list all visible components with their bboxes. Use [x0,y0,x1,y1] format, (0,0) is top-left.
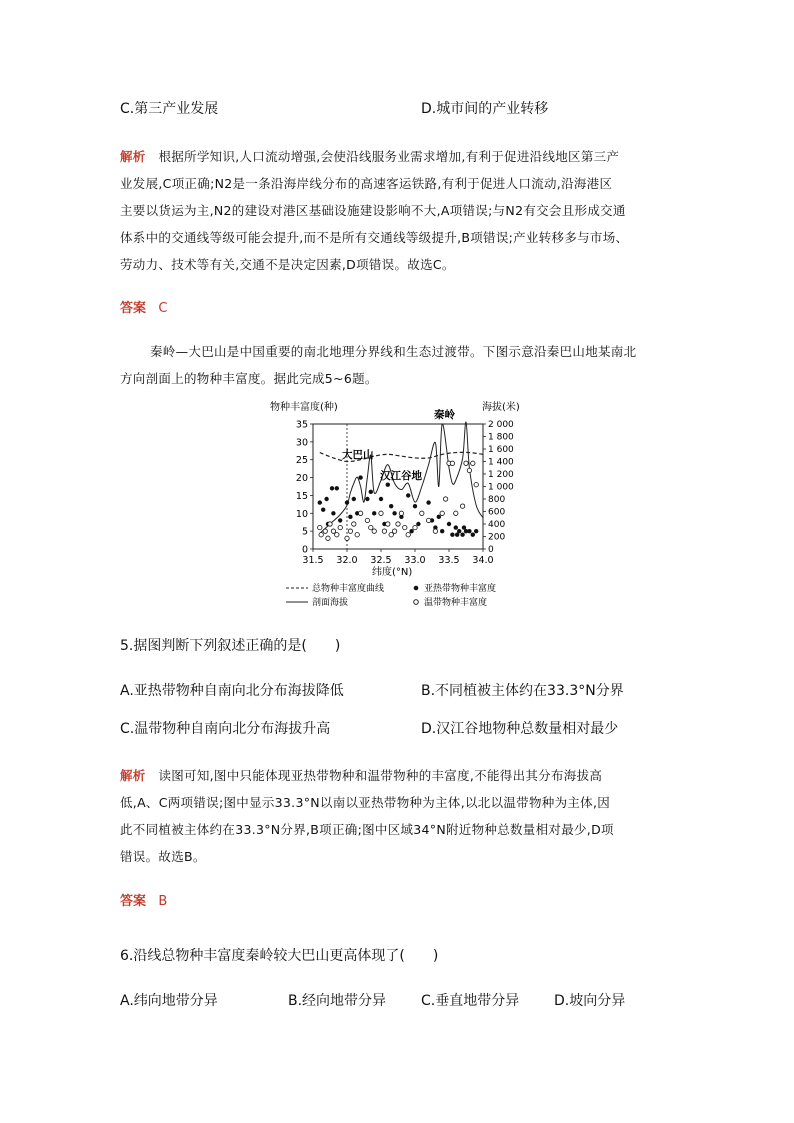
legend-temperate: 温带物种丰富度 [424,598,488,608]
explain-line: 错误。故选B。 [120,849,206,864]
subtropical-point [447,522,451,526]
q5-answer [120,890,167,909]
q5-explanation [120,762,680,870]
y-axis [296,420,313,556]
y2-tick-label: 1 400 [488,457,514,468]
y-tick-label: 5 [301,526,308,538]
temperate-point [413,525,417,529]
y2-axis [483,420,514,555]
subtropical-point [321,508,325,512]
q5-option-b: B.不同植被主体约在33.3°N分界 [421,683,624,699]
explain-line: 劳动力、技术等有关,交通不是决定因素,D项错误。故选C。 [120,257,455,272]
subtropical-point [460,533,464,537]
temperate-point [403,525,407,529]
temperate-point [318,525,322,529]
temperate-point [331,529,335,533]
temperate-point [365,518,369,522]
y2-tick-label: 600 [488,507,506,518]
y2-tick-label: 200 [488,532,506,543]
explain-line: 此不同植被主体约在33.3°N分界,B项正确;图中区域34°N附近物种总数量相对最少,D项 [120,822,614,837]
subtropical-point [437,515,441,519]
temperate-point [345,536,349,540]
temperate-point [399,511,403,515]
y2-tick-label: 1 200 [488,470,514,481]
explain-label: 解析 [120,768,146,783]
y2-tick-label: 0 [488,545,494,556]
answer-label: 答案 [120,894,147,909]
y-tick-label: 25 [295,455,308,467]
subtropical-point [318,500,322,504]
temperate-point [379,511,383,515]
legend-elevation: 剖面海拔 [312,598,349,608]
answer-value: B [158,894,168,909]
y2-tick-label: 800 [488,495,506,506]
temperate-point [358,511,362,515]
temperate-point [396,522,400,526]
explain-line: 业发展,C项正确;N2是一条沿海岸线分布的高速客运铁路,有利于促进人口流动,沿海港区 [120,176,613,191]
temperate-point [326,536,330,540]
intro-paragraph [120,338,690,392]
temperate-point [328,522,332,526]
y-axis-title: 物种丰富度(种) [270,402,338,413]
y-tick-label: 35 [295,419,308,431]
q6-stem: 6.沿线总物种丰富度秦岭较大巴山更高体现了( ) [120,948,439,964]
legend [286,582,496,608]
temperate-point [440,511,444,515]
explain-label: 解析 [120,149,146,164]
y2-axis-title: 海拔(米) [482,402,520,413]
temperate-point [471,461,475,465]
temperate-point [382,529,386,533]
y-tick-label: 0 [301,544,308,556]
subtropical-point [369,490,373,494]
subtropical-point [474,529,478,533]
x-tick-label: 32.0 [336,555,358,566]
explain-line: 读图可知,图中只能体现亚热带物种和温带物种的丰富度,不能得出其分布海拔高 [158,768,603,783]
subtropical-point [406,493,410,497]
legend-filled-dot [414,586,419,591]
temperate-point [389,533,393,537]
subtropical-point [457,529,461,533]
subtropical-point [386,483,390,487]
temperate-point [355,533,359,537]
legend-hollow-dot [414,600,419,605]
subtropical-point [454,525,458,529]
temperate-point [450,461,454,465]
subtropical-point [348,515,352,519]
x-tick-label: 33.0 [404,555,426,566]
temperate-point [352,522,356,526]
annotation-qinling: 秦岭 [434,409,455,421]
temperate-point [319,533,323,537]
temperate-point [369,525,373,529]
temperate-point [372,529,376,533]
q4-answer [120,297,168,316]
species-richness-chart [260,396,530,614]
q5-stem: 5.据图判断下列叙述正确的是( ) [120,638,341,654]
temperate-point [460,504,464,508]
q6-option-c: C.垂直地带分异 [421,993,520,1009]
subtropical-point [338,518,342,522]
explain-line: 体系中的交通线等级可能会提升,而不是所有交通线等级提升,B项错误;产业转移多与市场、 [120,230,629,245]
x-axis-title: 纬度(°N) [372,567,413,578]
subtropical-point [330,486,334,490]
subtropical-point [426,500,430,504]
y2-tick-label: 1 800 [488,432,514,443]
temperate-point [426,518,430,522]
x-tick-label: 32.5 [370,555,392,566]
legend-total: 总物种丰富度曲线 [312,584,385,594]
temperate-point [433,529,437,533]
y-tick-label: 30 [295,437,308,449]
subtropical-point [372,511,376,515]
q4-explanation [120,143,680,278]
subtropical-point [331,511,335,515]
q5-option-c: C.温带物种自南向北分布海拔升高 [120,721,331,737]
temperate-point [338,525,342,529]
y-tick-label: 10 [295,508,308,520]
annotation-hanjiang: 汉江谷地 [380,470,422,482]
x-tick-label: 33.5 [438,555,460,566]
temperate-point [406,533,410,537]
q5-option-a: A.亚热带物种自南向北分布海拔降低 [120,683,344,699]
temperate-point [392,529,396,533]
subtropical-point [471,533,475,537]
subtropical-point [379,497,383,501]
explain-line: 主要以货运为主,N2的建设对港区基础设施建设影响不大,A项错误;与N2有交会且形成交通 [120,203,626,218]
subtropical-point [335,486,339,490]
temperate-point [323,529,327,533]
temperate-point [335,533,339,537]
subtropical-point [440,529,444,533]
subtropical-point [365,497,369,501]
subtropical-point [345,500,349,504]
temperate-point [454,511,458,515]
subtropical-point [416,522,420,526]
y-tick-label: 20 [295,473,308,485]
temperate-point [443,497,447,501]
subtropical-point [324,497,328,501]
temperate-point [467,468,471,472]
temperate-point [464,461,468,465]
y-tick-label: 15 [295,490,308,502]
q6-option-a: A.纬向地带分异 [120,993,218,1009]
subtropical-point [467,529,471,533]
temperate-point [348,529,352,533]
subtropical-point [409,529,413,533]
q4-option-c: C.第三产业发展 [120,101,219,117]
q5-option-d: D.汉江谷地物种总数量相对最少 [421,721,619,737]
y2-tick-label: 1 600 [488,445,514,456]
explain-line: 低,A、C两项错误;图中显示33.3°N以南以亚热带物种为主体,以北以温带物种为主体,因 [120,795,611,810]
explain-line: 根据所学知识,人口流动增强,会使沿线服务业需求增加,有利于促进沿线地区第三产 [158,149,620,164]
x-tick-label: 31.5 [302,555,324,566]
annotation-dabashan: 大巴山 [342,449,374,461]
legend-subtropical: 亚热带物种丰富度 [424,584,497,594]
temperate-point [386,522,390,526]
y2-tick-label: 1 000 [488,482,514,493]
subtropical-point [352,497,356,501]
q6-option-b: B.经向地带分异 [288,993,387,1009]
intro-line: 方向剖面上的物种丰富度。据此完成5~6题。 [120,371,378,386]
subtropical-point [413,504,417,508]
y2-tick-label: 400 [488,520,506,531]
subtropical-point [450,533,454,537]
subtropical-point [389,504,393,508]
q4-option-d: D.城市间的产业转移 [421,101,549,117]
q6-option-d: D.坡向分异 [554,993,626,1009]
subtropical-point [392,511,396,515]
temperate-point [474,483,478,487]
x-tick-label: 34.0 [472,555,494,566]
subtropical-point [358,475,362,479]
y2-tick-label: 2 000 [488,420,514,431]
x-axis [302,549,493,566]
answer-label: 答案 [120,301,147,316]
intro-line: 秦岭—大巴山是中国重要的南北地理分界线和生态过渡带。下图示意沿秦巴山地某南北 [150,344,637,359]
answer-value: C [158,301,168,316]
temperate-point [420,511,424,515]
